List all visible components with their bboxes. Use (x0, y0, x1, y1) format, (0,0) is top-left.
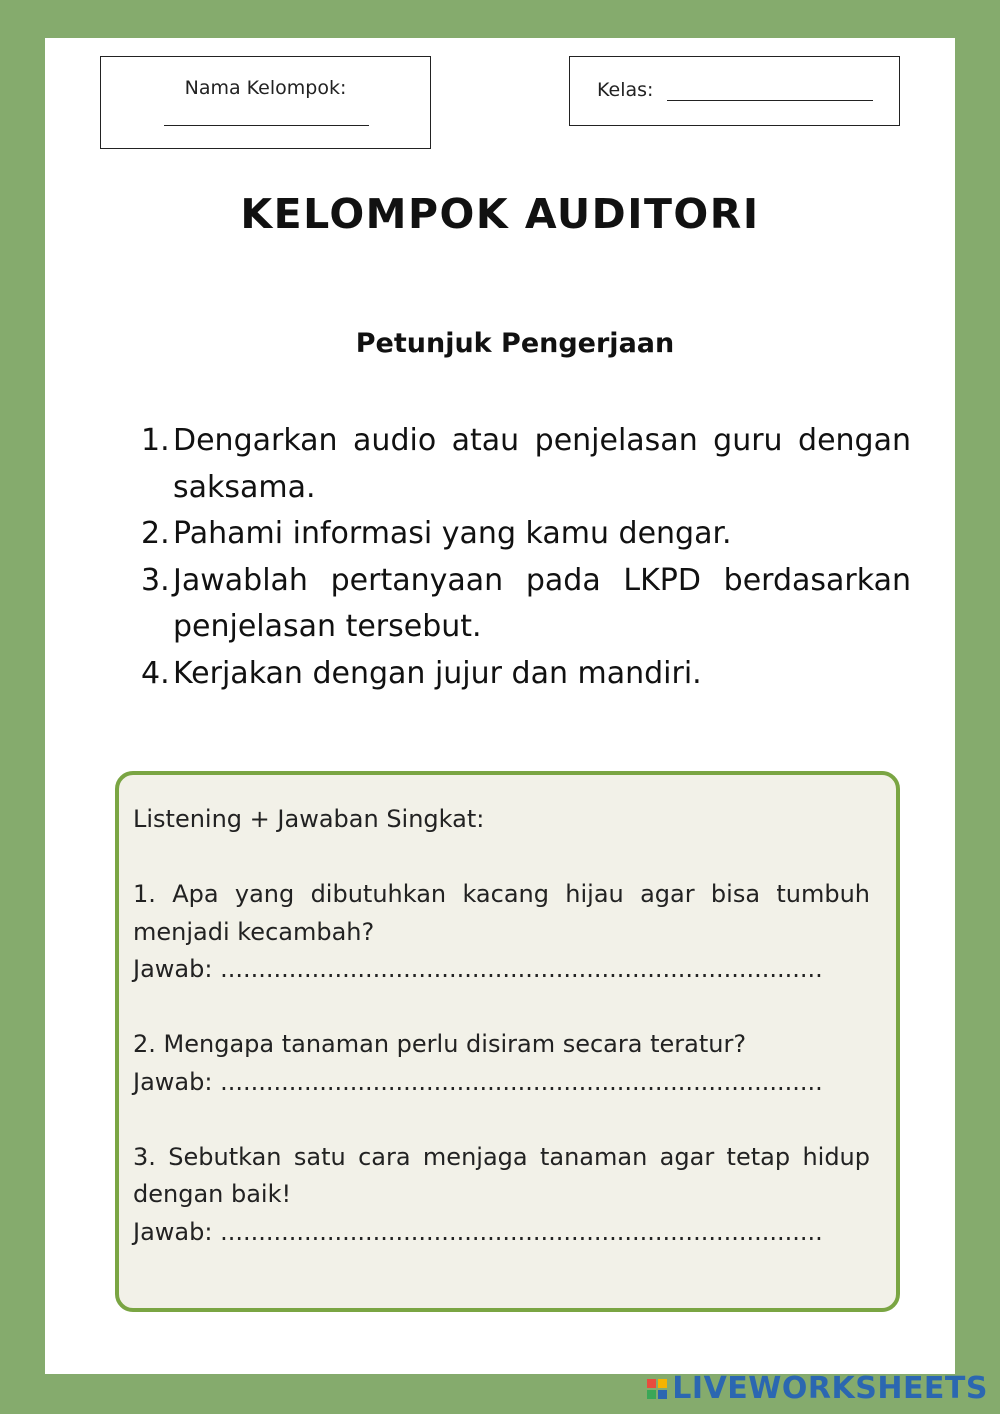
class-box (569, 56, 900, 126)
instruction-item (141, 511, 911, 558)
class-label: Kelas: (597, 79, 654, 101)
question-3: 3. Sebutkan satu cara menjaga tanaman agar tetap hidup dengan baik! (133, 1142, 870, 1208)
question-2: 2. Mengapa tanaman perlu disiram secara teratur? (133, 1030, 747, 1058)
page-title: KELOMPOK AUDITORI (240, 190, 760, 238)
group-name-input-line[interactable] (164, 125, 369, 126)
liveworksheets-wordmark: LIVEWORKSHEETS (672, 1371, 988, 1406)
instructions-list (141, 418, 911, 697)
instruction-text: Dengarkan audio atau penjelasan guru dengan saksama. (173, 423, 911, 505)
answer-3-field[interactable]: Jawab: ............................................................................... (133, 1217, 823, 1246)
liveworksheets-logo (647, 1371, 988, 1406)
questions-content (133, 801, 870, 1251)
group-name-box (100, 56, 431, 149)
instruction-number: 1. (141, 423, 170, 458)
instruction-number: 2. (141, 516, 170, 551)
instruction-text: Pahami informasi yang kamu dengar. (173, 516, 732, 551)
instruction-item (141, 651, 911, 698)
instruction-number: 4. (141, 655, 170, 691)
instructions-heading: Petunjuk Pengerjaan (355, 328, 675, 359)
worksheet-page (45, 38, 955, 1374)
questions-box (115, 771, 900, 1312)
liveworksheets-icon (647, 1379, 667, 1399)
answer-1-field[interactable]: Jawab: ............................................................................... (133, 955, 823, 983)
answer-2-field[interactable]: Jawab: ............................................................................... (133, 1067, 823, 1096)
class-input-line[interactable] (667, 100, 873, 101)
instruction-text: Kerjakan dengan jujur dan mandiri. (173, 655, 702, 691)
instruction-number: 3. (141, 562, 170, 598)
question-1: 1. Apa yang dibutuhkan kacang hijau agar bisa tumbuh menjadi kecambah? (133, 880, 870, 946)
group-name-label: Nama Kelompok: (184, 77, 347, 99)
instruction-item (141, 558, 911, 651)
instruction-text: Jawablah pertanyaan pada LKPD berdasarkan penjelasan tersebut. (173, 562, 911, 644)
instruction-item (141, 418, 911, 511)
questions-heading: Listening + Jawaban Singkat: (133, 805, 485, 833)
